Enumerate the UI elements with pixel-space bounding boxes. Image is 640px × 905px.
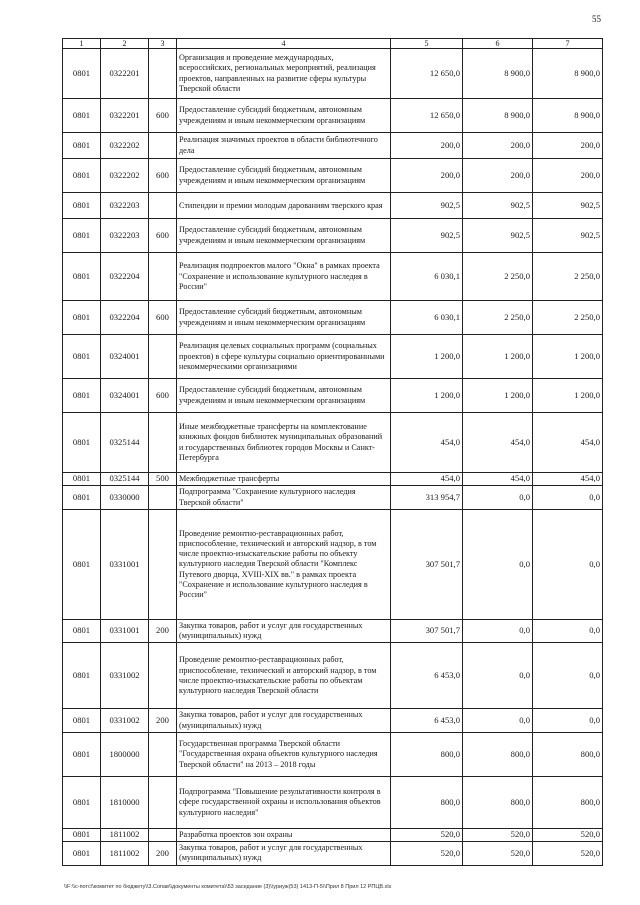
table-row — [63, 159, 603, 193]
amount-col6-cell: 2 250,0 — [463, 253, 533, 301]
amount-col6-cell: 454,0 — [463, 413, 533, 473]
item-name-cell: Проведение ремонтно-реставрационных работ, приспособление, технический и авторский надзор, в том числе проектно-изыскательские работы по объекту культурного наследия Тверской области "Комплекс Путевого дворца, XVIII-XIX вв." в рамках проекта "Сохранение и использование культурного наследия в России" — [177, 509, 391, 619]
amount-col7-cell: 2 250,0 — [533, 301, 603, 335]
amount-col7-cell: 902,5 — [533, 193, 603, 219]
table-row — [63, 193, 603, 219]
section-code-cell: 0801 — [63, 709, 101, 733]
section-code-cell: 0801 — [63, 473, 101, 486]
section-code-cell: 0801 — [63, 99, 101, 133]
table-row — [63, 842, 603, 866]
item-name-cell: Межбюджетные трансферты — [177, 473, 391, 486]
section-code-cell: 0801 — [63, 413, 101, 473]
section-code-cell: 0801 — [63, 253, 101, 301]
section-code-cell: 0801 — [63, 219, 101, 253]
target-code-cell: 0322202 — [101, 159, 149, 193]
target-code-cell: 0330000 — [101, 486, 149, 510]
item-name-cell: Предоставление субсидий бюджетным, автономным учреждениям и иным некоммерческим организациям — [177, 301, 391, 335]
table-row — [63, 643, 603, 709]
section-code-cell: 0801 — [63, 509, 101, 619]
item-name-cell: Закупка товаров, работ и услуг для государственных (муниципальных) нужд — [177, 709, 391, 733]
amount-col5-cell: 313 954,7 — [391, 486, 463, 510]
amount-col7-cell: 454,0 — [533, 473, 603, 486]
amount-col7-cell: 0,0 — [533, 486, 603, 510]
amount-col6-cell: 902,5 — [463, 193, 533, 219]
item-name-cell: Разработка проектов зон охраны — [177, 828, 391, 841]
expense-type-cell — [149, 828, 177, 841]
amount-col7-cell: 200,0 — [533, 133, 603, 159]
table-row — [63, 99, 603, 133]
table-row — [63, 776, 603, 828]
amount-col5-cell: 6 453,0 — [391, 709, 463, 733]
amount-col6-cell: 520,0 — [463, 842, 533, 866]
amount-col7-cell: 0,0 — [533, 509, 603, 619]
amount-col6-cell: 0,0 — [463, 619, 533, 643]
amount-col7-cell: 2 250,0 — [533, 253, 603, 301]
amount-col5-cell: 1 200,0 — [391, 379, 463, 413]
table-row — [63, 413, 603, 473]
amount-col5-cell: 800,0 — [391, 732, 463, 776]
table-row — [63, 828, 603, 841]
amount-col6-cell: 200,0 — [463, 133, 533, 159]
amount-col5-cell: 12 650,0 — [391, 99, 463, 133]
section-code-cell: 0801 — [63, 619, 101, 643]
amount-col7-cell: 1 200,0 — [533, 379, 603, 413]
column-header: 6 — [463, 39, 533, 49]
column-header: 5 — [391, 39, 463, 49]
section-code-cell: 0801 — [63, 486, 101, 510]
amount-col7-cell: 454,0 — [533, 413, 603, 473]
amount-col5-cell: 454,0 — [391, 473, 463, 486]
column-header: 3 — [149, 39, 177, 49]
section-code-cell: 0801 — [63, 159, 101, 193]
target-code-cell: 0322204 — [101, 253, 149, 301]
item-name-cell: Закупка товаров, работ и услуг для государственных (муниципальных) нужд — [177, 842, 391, 866]
column-header: 2 — [101, 39, 149, 49]
amount-col6-cell: 2 250,0 — [463, 301, 533, 335]
amount-col6-cell: 902,5 — [463, 219, 533, 253]
target-code-cell: 1811002 — [101, 828, 149, 841]
budget-table — [62, 38, 603, 866]
table-row — [63, 335, 603, 379]
column-header: 7 — [533, 39, 603, 49]
amount-col5-cell: 12 650,0 — [391, 49, 463, 99]
expense-type-cell — [149, 486, 177, 510]
amount-col6-cell: 1 200,0 — [463, 335, 533, 379]
amount-col7-cell: 8 900,0 — [533, 99, 603, 133]
target-code-cell: 0331001 — [101, 509, 149, 619]
item-name-cell: Реализация целевых социальных программ (социальных проектов) в сфере культуры социально ориентированными некоммерческими организациями — [177, 335, 391, 379]
amount-col5-cell: 200,0 — [391, 133, 463, 159]
amount-col7-cell: 1 200,0 — [533, 335, 603, 379]
amount-col5-cell: 6 453,0 — [391, 643, 463, 709]
expense-type-cell: 600 — [149, 379, 177, 413]
amount-col5-cell: 200,0 — [391, 159, 463, 193]
item-name-cell: Государственная программа Тверской области "Государственная охрана объектов культурного наследия Тверской области" на 2013 – 2018 годы — [177, 732, 391, 776]
expense-type-cell: 600 — [149, 159, 177, 193]
table-row — [63, 619, 603, 643]
amount-col6-cell: 800,0 — [463, 776, 533, 828]
amount-col6-cell: 520,0 — [463, 828, 533, 841]
page-number: 55 — [592, 14, 601, 24]
table-row — [63, 49, 603, 99]
amount-col5-cell: 307 501,7 — [391, 509, 463, 619]
amount-col5-cell: 307 501,7 — [391, 619, 463, 643]
amount-col6-cell: 0,0 — [463, 643, 533, 709]
column-header: 4 — [177, 39, 391, 49]
amount-col5-cell: 520,0 — [391, 828, 463, 841]
item-name-cell: Реализация значимых проектов в области библиотечного дела — [177, 133, 391, 159]
amount-col7-cell: 520,0 — [533, 842, 603, 866]
amount-col6-cell: 800,0 — [463, 732, 533, 776]
amount-col7-cell: 0,0 — [533, 643, 603, 709]
expense-type-cell — [149, 253, 177, 301]
section-code-cell: 0801 — [63, 133, 101, 159]
item-name-cell: Предоставление субсидий бюджетным, автономным учреждениям и иным некоммерческим организациям — [177, 219, 391, 253]
amount-col5-cell: 6 030,1 — [391, 301, 463, 335]
target-code-cell: 1810000 — [101, 776, 149, 828]
section-code-cell: 0801 — [63, 776, 101, 828]
target-code-cell: 0324001 — [101, 379, 149, 413]
target-code-cell: 1811002 — [101, 842, 149, 866]
amount-col7-cell: 520,0 — [533, 828, 603, 841]
target-code-cell: 0331001 — [101, 619, 149, 643]
expense-type-cell — [149, 509, 177, 619]
target-code-cell: 0322201 — [101, 99, 149, 133]
amount-col5-cell: 6 030,1 — [391, 253, 463, 301]
amount-col7-cell: 902,5 — [533, 219, 603, 253]
section-code-cell: 0801 — [63, 732, 101, 776]
column-header: 1 — [63, 39, 101, 49]
table-header-row — [63, 39, 603, 49]
item-name-cell: Предоставление субсидий бюджетным, автономным учреждениям и иным некоммерческим организациям — [177, 99, 391, 133]
item-name-cell: Проведение ремонтно-реставрационных работ, приспособление, технический и авторский надзор, в том числе проектно-изыскательские работы по объектам культурного наследия Тверской области — [177, 643, 391, 709]
expense-type-cell: 500 — [149, 473, 177, 486]
table-row — [63, 253, 603, 301]
amount-col7-cell: 8 900,0 — [533, 49, 603, 99]
expense-type-cell — [149, 335, 177, 379]
item-name-cell: Стипендии и премии молодым дарованиям тверского края — [177, 193, 391, 219]
section-code-cell: 0801 — [63, 335, 101, 379]
item-name-cell: Предоставление субсидий бюджетным, автономным учреждениям и иным некоммерческим организациям — [177, 379, 391, 413]
amount-col6-cell: 454,0 — [463, 473, 533, 486]
table-row — [63, 219, 603, 253]
section-code-cell: 0801 — [63, 193, 101, 219]
expense-type-cell: 600 — [149, 301, 177, 335]
section-code-cell: 0801 — [63, 49, 101, 99]
table-row — [63, 473, 603, 486]
expense-type-cell — [149, 193, 177, 219]
amount-col5-cell: 800,0 — [391, 776, 463, 828]
target-code-cell: 0322203 — [101, 193, 149, 219]
item-name-cell: Подпрограмма "Сохранение культурного наследия Тверской области" — [177, 486, 391, 510]
amount-col6-cell: 200,0 — [463, 159, 533, 193]
expense-type-cell: 200 — [149, 842, 177, 866]
amount-col6-cell: 8 900,0 — [463, 49, 533, 99]
target-code-cell: 1800000 — [101, 732, 149, 776]
expense-type-cell — [149, 133, 177, 159]
amount-col6-cell: 1 200,0 — [463, 379, 533, 413]
table-row — [63, 732, 603, 776]
amount-col5-cell: 1 200,0 — [391, 335, 463, 379]
item-name-cell: Предоставление субсидий бюджетным, автономным учреждениям и иным некоммерческим организациям — [177, 159, 391, 193]
target-code-cell: 0322201 — [101, 49, 149, 99]
target-code-cell: 0331002 — [101, 709, 149, 733]
item-name-cell: Организация и проведение международных, всероссийских, региональных мероприятий, реализация проектов, направленных на развитие сферы культуры Тверской области — [177, 49, 391, 99]
table-row — [63, 133, 603, 159]
amount-col7-cell: 0,0 — [533, 709, 603, 733]
table-row — [63, 379, 603, 413]
section-code-cell: 0801 — [63, 301, 101, 335]
amount-col6-cell: 0,0 — [463, 486, 533, 510]
amount-col5-cell: 520,0 — [391, 842, 463, 866]
amount-col7-cell: 800,0 — [533, 776, 603, 828]
table-row — [63, 509, 603, 619]
target-code-cell: 0324001 — [101, 335, 149, 379]
target-code-cell: 0322204 — [101, 301, 149, 335]
target-code-cell: 0325144 — [101, 413, 149, 473]
target-code-cell: 0331002 — [101, 643, 149, 709]
table-row — [63, 709, 603, 733]
expense-type-cell — [149, 49, 177, 99]
section-code-cell: 0801 — [63, 379, 101, 413]
amount-col7-cell: 200,0 — [533, 159, 603, 193]
expense-type-cell: 600 — [149, 219, 177, 253]
table-row — [63, 486, 603, 510]
amount-col6-cell: 0,0 — [463, 709, 533, 733]
section-code-cell: 0801 — [63, 828, 101, 841]
expense-type-cell — [149, 413, 177, 473]
target-code-cell: 0322203 — [101, 219, 149, 253]
target-code-cell: 0322202 — [101, 133, 149, 159]
expense-type-cell — [149, 643, 177, 709]
expense-type-cell: 200 — [149, 619, 177, 643]
amount-col6-cell: 8 900,0 — [463, 99, 533, 133]
amount-col5-cell: 902,5 — [391, 219, 463, 253]
amount-col5-cell: 902,5 — [391, 193, 463, 219]
amount-col6-cell: 0,0 — [463, 509, 533, 619]
section-code-cell: 0801 — [63, 842, 101, 866]
target-code-cell: 0325144 — [101, 473, 149, 486]
amount-col5-cell: 454,0 — [391, 413, 463, 473]
item-name-cell: Иные межбюджетные трансферты на комплектование книжных фондов библиотек муниципальных образований и государственных библиотек городов Москвы и Санкт-Петербурга — [177, 413, 391, 473]
expense-type-cell — [149, 732, 177, 776]
item-name-cell: Подпрограмма "Повышение результативности контроля в сфере государственной охраны и использования объектов культурного наследия" — [177, 776, 391, 828]
item-name-cell: Реализация подпроектов малого "Окна" в рамках проекта "Сохранение и использование культурного наследия в России" — [177, 253, 391, 301]
amount-col7-cell: 800,0 — [533, 732, 603, 776]
section-code-cell: 0801 — [63, 643, 101, 709]
amount-col7-cell: 0,0 — [533, 619, 603, 643]
file-path-footer: \\F:\\с-потс\\комитет по бюджету\\3.Сопав\\документы комитета\\53 заседание (3)\\уриуж(53) 1413-П-5\\Прил 8 Прил 12 РПЦВ.xls — [64, 884, 392, 890]
table-row — [63, 301, 603, 335]
expense-type-cell: 200 — [149, 709, 177, 733]
item-name-cell: Закупка товаров, работ и услуг для государственных (муниципальных) нужд — [177, 619, 391, 643]
expense-type-cell: 600 — [149, 99, 177, 133]
expense-type-cell — [149, 776, 177, 828]
